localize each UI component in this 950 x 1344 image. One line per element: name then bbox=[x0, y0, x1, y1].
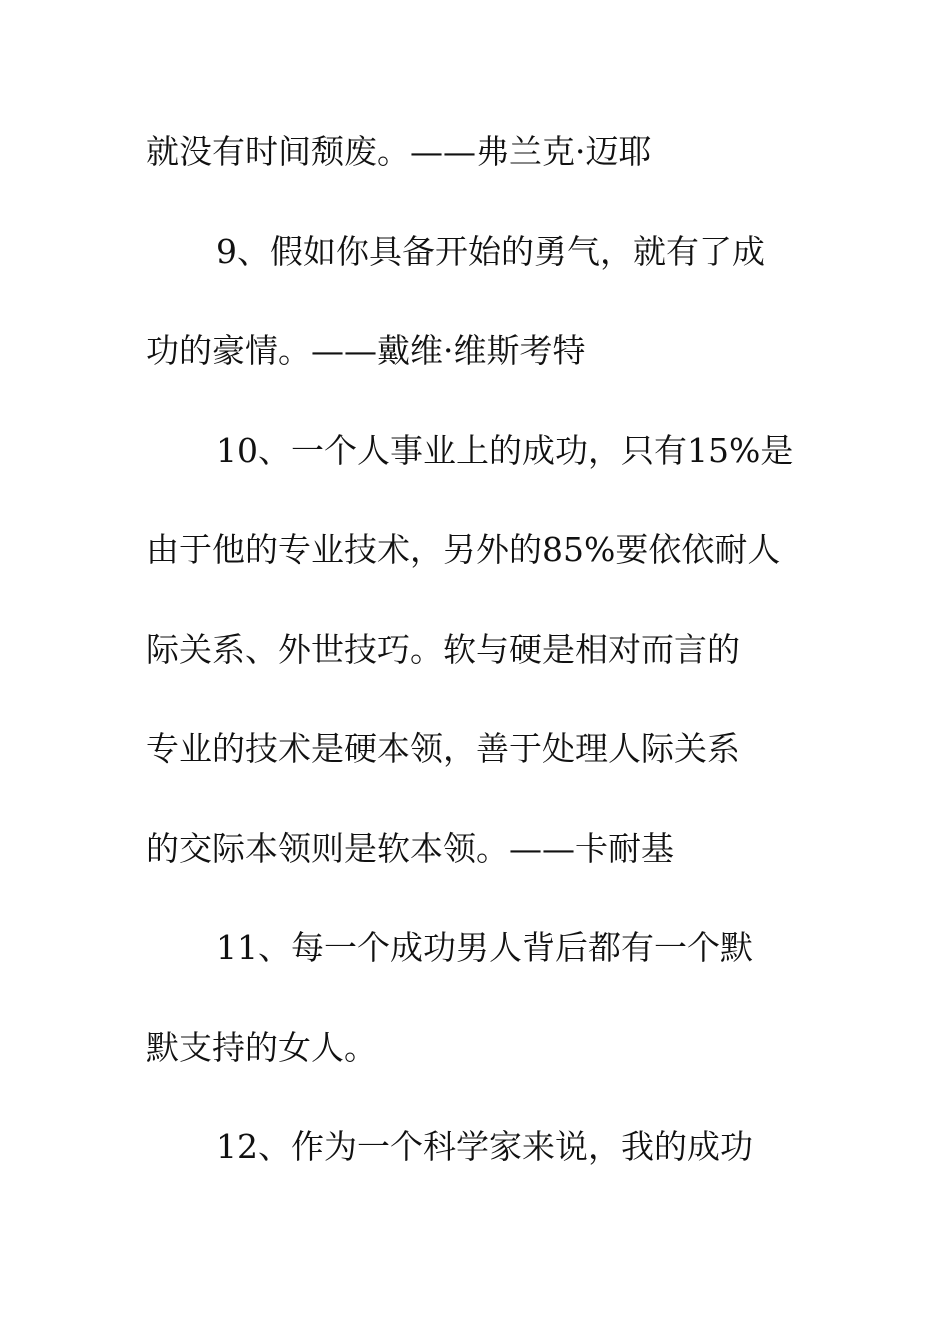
text-line-4: 10、一个人事业上的成功，只有15%是 bbox=[216, 431, 794, 470]
text-line-1: 就没有时间颓废。——弗兰克·迈耶 bbox=[146, 132, 652, 171]
text-line-5: 由于他的专业技术，另外的85%要依依耐人 bbox=[146, 530, 781, 569]
text-line-3: 功的豪情。——戴维·维斯考特 bbox=[146, 331, 586, 370]
text-line-2: 9、假如你具备开始的勇气，就有了成 bbox=[216, 232, 765, 271]
text-line-8: 的交际本领则是软本领。——卡耐基 bbox=[146, 829, 674, 868]
text-line-11: 12、作为一个科学家来说，我的成功 bbox=[216, 1127, 753, 1166]
text-line-10: 默支持的女人。 bbox=[146, 1028, 377, 1067]
text-line-9: 11、每一个成功男人背后都有一个默 bbox=[216, 928, 753, 967]
text-line-6: 际关系、外世技巧。软与硬是相对而言的 bbox=[146, 630, 740, 669]
text-line-7: 专业的技术是硬本领，善于处理人际关系 bbox=[146, 729, 740, 768]
